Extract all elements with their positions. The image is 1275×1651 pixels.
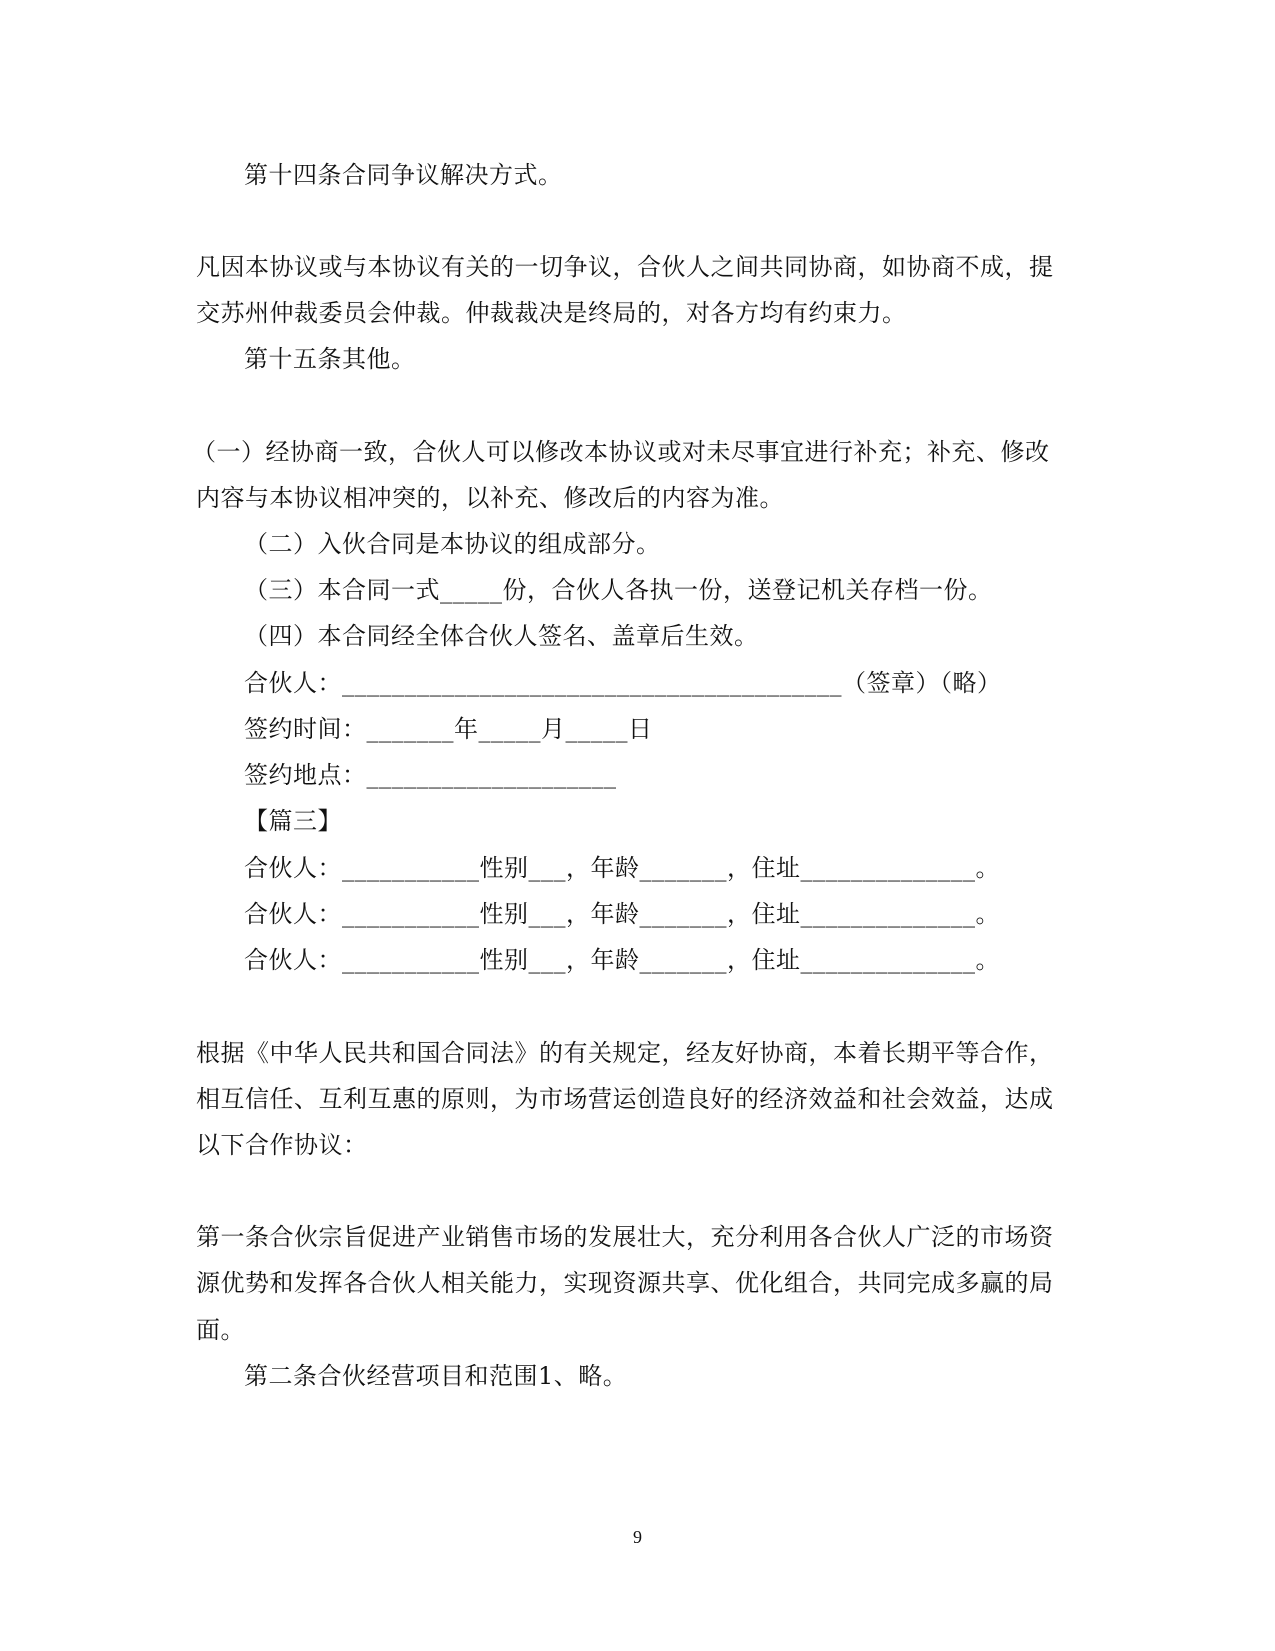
paragraph-line: 根据《中华人民共和国合同法》的有关规定，经友好协商，本着长期平等合作， — [196, 1039, 1054, 1067]
article-15-heading: 第十五条其他。 — [244, 345, 416, 373]
clause-item: （四）本合同经全体合伙人签名、盖章后生效。 — [244, 622, 759, 650]
signing-place-line: 签约地点：____________________ — [244, 761, 617, 789]
clause-item: （二）入伙合同是本协议的组成部分。 — [244, 530, 661, 558]
paragraph-line: 凡因本协议或与本协议有关的一切争议，合伙人之间共同协商，如协商不成，提 — [196, 253, 1054, 281]
page-number: 9 — [633, 1527, 642, 1547]
paragraph-line: （一）经协商一致，合伙人可以修改本协议或对未尽事宜进行补充；补充、修改 — [192, 438, 1050, 466]
signature-line: 合伙人：________________________________________（签章）（略） — [244, 669, 1002, 697]
article-2-heading: 第二条合伙经营项目和范围1、略。 — [244, 1362, 628, 1390]
paragraph-line: 内容与本协议相冲突的，以补充、修改后的内容为准。 — [196, 484, 784, 512]
partner-line: 合伙人：___________性别___，年龄_______，住址______________。 — [244, 946, 1000, 974]
paragraph-line: 源优势和发挥各合伙人相关能力，实现资源共享、优化组合，共同完成多赢的局 — [196, 1269, 1054, 1297]
paragraph-line: 交苏州仲裁委员会仲裁。仲裁裁决是终局的，对各方均有约束力。 — [196, 299, 907, 327]
paragraph-line: 面。 — [196, 1316, 245, 1344]
partner-line: 合伙人：___________性别___，年龄_______，住址______________。 — [244, 854, 1000, 882]
section-heading: 【篇三】 — [244, 807, 342, 835]
article-14-heading: 第十四条合同争议解决方式。 — [244, 161, 563, 189]
paragraph-line: 相互信任、互利互惠的原则，为市场营运创造良好的经济效益和社会效益，达成 — [196, 1085, 1054, 1113]
clause-item: （三）本合同一式_____份，合伙人各执一份，送登记机关存档一份。 — [244, 576, 993, 604]
paragraph-line: 第一条合伙宗旨促进产业销售市场的发展壮大，充分利用各合伙人广泛的市场资 — [196, 1223, 1054, 1251]
signing-date-line: 签约时间：_______年_____月_____日 — [244, 715, 653, 743]
paragraph-line: 以下合作协议： — [196, 1131, 368, 1159]
partner-line: 合伙人：___________性别___，年龄_______，住址______________。 — [244, 900, 1000, 928]
